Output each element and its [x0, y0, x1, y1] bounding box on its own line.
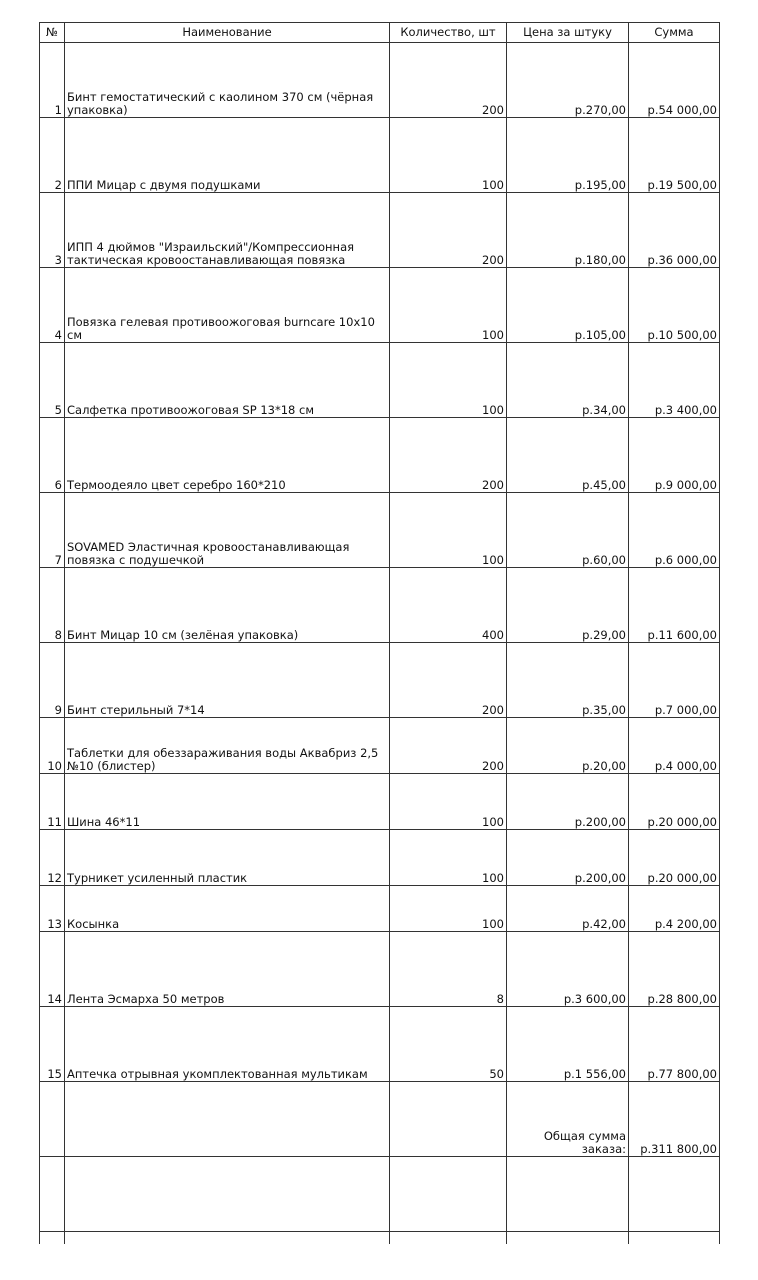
row-sum: р.28 800,00	[629, 932, 720, 1007]
col-header-sum: Сумма	[629, 23, 720, 43]
empty-row	[40, 1157, 720, 1232]
table-row	[40, 886, 720, 932]
col-header-name: Наименование	[65, 23, 390, 43]
row-price: р.180,00	[507, 193, 629, 268]
row-number: 8	[40, 568, 65, 643]
empty-cell	[65, 1157, 390, 1232]
row-quantity: 100	[390, 118, 507, 193]
empty-cell	[507, 1232, 629, 1245]
row-quantity: 100	[390, 268, 507, 343]
empty-cell	[629, 1232, 720, 1245]
row-price: р.34,00	[507, 343, 629, 418]
row-quantity: 200	[390, 418, 507, 493]
row-sum: р.4 000,00	[629, 718, 720, 774]
table-row	[40, 568, 720, 643]
table-row	[40, 268, 720, 343]
empty-cell	[629, 1157, 720, 1232]
row-name: Аптечка отрывная укомплектованная мультикам	[65, 1007, 390, 1082]
row-price: р.45,00	[507, 418, 629, 493]
row-sum: р.36 000,00	[629, 193, 720, 268]
table-row	[40, 774, 720, 830]
row-name: ИПП 4 дюймов "Израильский"/Компрессионная тактическая кровоостанавливающая повязка	[65, 193, 390, 268]
row-sum: р.3 400,00	[629, 343, 720, 418]
row-quantity: 200	[390, 643, 507, 718]
table-row	[40, 718, 720, 774]
row-sum: р.7 000,00	[629, 643, 720, 718]
row-sum: р.54 000,00	[629, 43, 720, 118]
row-quantity: 100	[390, 774, 507, 830]
empty-cell	[390, 1157, 507, 1232]
row-number: 12	[40, 830, 65, 886]
row-sum: р.20 000,00	[629, 774, 720, 830]
row-price: р.200,00	[507, 830, 629, 886]
row-sum: р.19 500,00	[629, 118, 720, 193]
col-header-unit-price: Цена за штуку	[507, 23, 629, 43]
row-name: Бинт Мицар 10 см (зелёная упаковка)	[65, 568, 390, 643]
row-name: Шина 46*11	[65, 774, 390, 830]
row-price: р.1 556,00	[507, 1007, 629, 1082]
col-header-quantity: Количество, шт	[390, 23, 507, 43]
table-row	[40, 830, 720, 886]
row-name: Салфетка противоожоговая SP 13*18 см	[65, 343, 390, 418]
row-sum: р.6 000,00	[629, 493, 720, 568]
row-quantity: 200	[390, 43, 507, 118]
row-quantity: 200	[390, 718, 507, 774]
row-number: 2	[40, 118, 65, 193]
empty-cell	[65, 1082, 390, 1157]
row-sum: р.20 000,00	[629, 830, 720, 886]
row-name: Бинт стерильный 7*14	[65, 643, 390, 718]
row-name: Термоодеяло цвет серебро 160*210	[65, 418, 390, 493]
row-name: Лента Эсмарха 50 метров	[65, 932, 390, 1007]
row-sum: р.77 800,00	[629, 1007, 720, 1082]
empty-row	[40, 1232, 720, 1245]
row-price: р.35,00	[507, 643, 629, 718]
row-number: 5	[40, 343, 65, 418]
row-number: 15	[40, 1007, 65, 1082]
row-quantity: 100	[390, 886, 507, 932]
row-sum: р.4 200,00	[629, 886, 720, 932]
row-quantity: 100	[390, 493, 507, 568]
row-number: 9	[40, 643, 65, 718]
table-row	[40, 1007, 720, 1082]
empty-cell	[40, 1157, 65, 1232]
row-number: 3	[40, 193, 65, 268]
row-number: 11	[40, 774, 65, 830]
row-price: р.3 600,00	[507, 932, 629, 1007]
row-quantity: 100	[390, 830, 507, 886]
row-sum: р.11 600,00	[629, 568, 720, 643]
total-label: Общая сумма заказа:	[507, 1082, 629, 1157]
row-price: р.270,00	[507, 43, 629, 118]
row-price: р.60,00	[507, 493, 629, 568]
table-row	[40, 418, 720, 493]
row-number: 4	[40, 268, 65, 343]
total-row	[40, 1082, 720, 1157]
row-quantity: 400	[390, 568, 507, 643]
table-row	[40, 193, 720, 268]
row-name: Повязка гелевая противоожоговая burncare 10x10 см	[65, 268, 390, 343]
row-price: р.195,00	[507, 118, 629, 193]
row-price: р.200,00	[507, 774, 629, 830]
table-row	[40, 343, 720, 418]
row-price: р.105,00	[507, 268, 629, 343]
table-row	[40, 43, 720, 118]
row-name: Бинт гемостатический с каолином 370 см (чёрная упаковка)	[65, 43, 390, 118]
row-price: р.29,00	[507, 568, 629, 643]
row-number: 7	[40, 493, 65, 568]
row-number: 6	[40, 418, 65, 493]
row-name: Турникет усиленный пластик	[65, 830, 390, 886]
table-header-row	[40, 23, 720, 43]
row-name: Таблетки для обеззараживания воды Аквабриз 2,5 №10 (блистер)	[65, 718, 390, 774]
empty-cell	[507, 1157, 629, 1232]
table-row	[40, 118, 720, 193]
row-sum: р.9 000,00	[629, 418, 720, 493]
row-sum: р.10 500,00	[629, 268, 720, 343]
row-price: р.20,00	[507, 718, 629, 774]
empty-cell	[40, 1082, 65, 1157]
row-number: 1	[40, 43, 65, 118]
row-name: ППИ Мицар с двумя подушками	[65, 118, 390, 193]
empty-cell	[390, 1082, 507, 1157]
table-row	[40, 643, 720, 718]
table-row	[40, 932, 720, 1007]
row-number: 10	[40, 718, 65, 774]
empty-cell	[65, 1232, 390, 1245]
empty-cell	[40, 1232, 65, 1245]
row-number: 13	[40, 886, 65, 932]
total-value: р.311 800,00	[629, 1082, 720, 1157]
row-quantity: 50	[390, 1007, 507, 1082]
row-name: SOVAMED Эластичная кровоостанавливающая повязка с подушечкой	[65, 493, 390, 568]
row-price: р.42,00	[507, 886, 629, 932]
row-name: Косынка	[65, 886, 390, 932]
order-table	[39, 22, 720, 1244]
row-quantity: 200	[390, 193, 507, 268]
col-header-number: №	[40, 23, 65, 43]
row-quantity: 8	[390, 932, 507, 1007]
row-quantity: 100	[390, 343, 507, 418]
empty-cell	[390, 1232, 507, 1245]
row-number: 14	[40, 932, 65, 1007]
table-row	[40, 493, 720, 568]
